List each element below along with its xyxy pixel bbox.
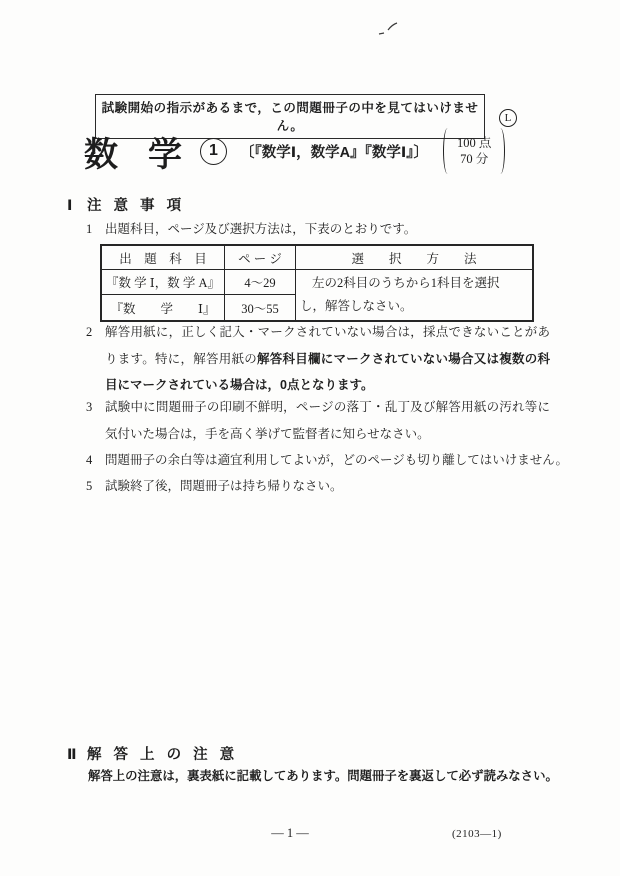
exam-title-row [84, 124, 505, 178]
paren-open-icon [443, 128, 452, 174]
exam-duration: 70 分 [460, 152, 489, 166]
table-header-method: 選 択 方 法 [295, 245, 533, 270]
section-ii-heading [67, 743, 238, 764]
table-cell-subject-1: 『数 学 Ⅰ，数 学 A』 [101, 270, 224, 295]
footer-page-number: — 1 — [271, 826, 309, 840]
note-item-2-normal: 解答用紙に，正しく記入・マークされていない場合は，採点できないことがあります。特に，解答用紙の [105, 325, 550, 366]
note-item-2-bold: 解答科目欄にマークされていない場合又は複数の科目にマークされている場合は，0点となります。 [105, 351, 550, 392]
section-i-heading [67, 194, 185, 215]
note-item-1-text: 出題科目，ページ及び選択方法は，下表のとおりです。 [105, 222, 417, 236]
exam-subject-title: 数 学 [84, 135, 180, 174]
note-item-1 [84, 216, 550, 243]
note-item-5-text: 試験終了後，問題冊子は持ち帰りなさい。 [105, 479, 343, 493]
table-cell-method [295, 270, 533, 322]
note-item-1-number: 1 [86, 222, 93, 236]
score-stack [452, 137, 496, 166]
note-item-3-text: 試験中に問題冊子の印刷不鮮明，ページの落丁・乱丁及び解答用紙の汚れ等に気付いた場合は，手を高く挙げて監督者に知らせなさい。 [105, 400, 550, 441]
method-line-2: し，解答しなさい。 [299, 299, 413, 313]
table-cell-pages-2: 30～55 [224, 295, 295, 321]
footer-booklet-code: (2103—1) [452, 828, 502, 840]
note-item-2 [84, 319, 550, 399]
score-duration-box [443, 128, 505, 174]
note-item-4-text: 問題冊子の余白等は適宜利用してよいが，どのページも切り離してはいけません。 [105, 453, 569, 467]
table-cell-pages-1: 4～29 [224, 270, 295, 295]
note-item-3-number: 3 [86, 400, 93, 414]
exam-number: 1 [209, 142, 218, 159]
table-cell-subject-2: 『数 学 Ⅰ』 [101, 295, 224, 321]
note-item-2-text [84, 319, 550, 399]
subjects-table [100, 244, 534, 322]
table-row [101, 270, 533, 295]
note-item-4 [84, 447, 569, 474]
note-item-3 [84, 394, 550, 447]
notice-text: 試験開始の指示があるまで，この問題冊子の中を見てはいけません。 [101, 101, 479, 133]
note-item-5-number: 5 [86, 479, 93, 493]
pen-scribble-mark [377, 21, 401, 39]
section-ii-numeral: Ⅱ [67, 747, 77, 763]
corner-mark-letter: L [504, 111, 512, 124]
section-i-numeral: Ⅰ [67, 198, 73, 214]
method-line-1: 左の2科目のうちから1科目を選択 [311, 276, 500, 290]
table-header-subject: 出 題 科 目 [101, 245, 224, 270]
paren-close-icon [496, 128, 505, 174]
max-score: 100 点 [457, 135, 492, 150]
note-item-2-number: 2 [86, 325, 93, 339]
section-i-title: 注 意 事 項 [87, 198, 186, 214]
circled-exam-number [200, 138, 227, 165]
table-header-pages: ペ ー ジ [224, 245, 295, 270]
exam-subjects-note: 〔『数学Ⅰ，数学A』『数学Ⅰ』〕 [240, 144, 429, 161]
section-ii-title: 解 答 上 の 注 意 [87, 747, 239, 763]
note-item-5 [84, 473, 550, 500]
section-ii-body: 解答上の注意は，裏表紙に記載してあります。問題冊子を裏返して必ず読みなさい。 [88, 769, 558, 783]
table-header-row [101, 245, 533, 270]
note-item-4-number: 4 [86, 453, 93, 467]
